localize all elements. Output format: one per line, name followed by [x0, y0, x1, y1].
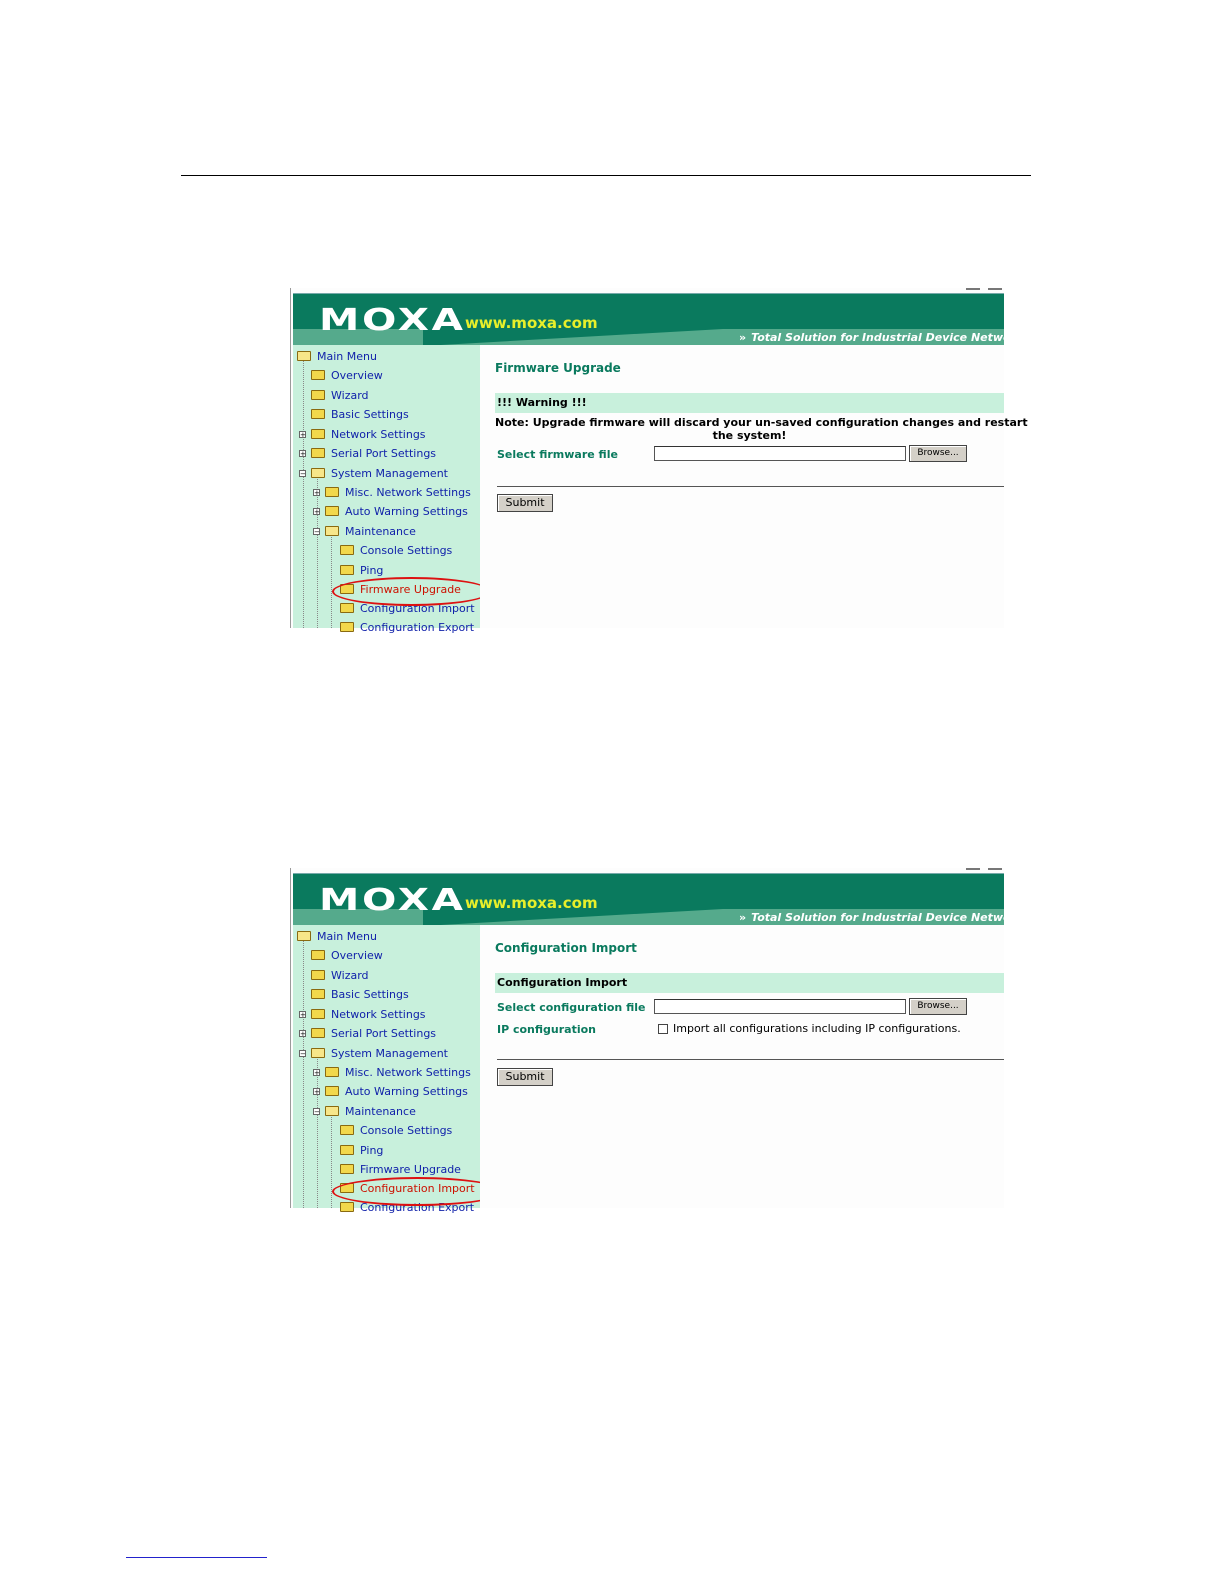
folder-open-icon — [325, 1106, 339, 1116]
folder-icon — [340, 545, 354, 555]
form-divider — [497, 1059, 1004, 1060]
moxa-logo: MOXA — [319, 303, 466, 338]
sidebar-item-firmware-upgrade[interactable]: Firmware Upgrade — [340, 1161, 461, 1179]
folder-icon — [311, 1028, 325, 1038]
moxa-banner — [293, 293, 1043, 346]
sidebar-item-misc-network-settings[interactable]: + Misc. Network Settings — [314, 486, 471, 499]
folder-icon — [311, 970, 325, 980]
folder-open-icon — [297, 931, 311, 941]
folder-icon — [340, 603, 354, 613]
folder-icon — [325, 1067, 339, 1077]
sidebar-item-ping[interactable]: Ping — [340, 562, 383, 580]
ip-configuration-label: IP configuration — [497, 1023, 597, 1036]
import-ip-checkbox[interactable] — [658, 1024, 668, 1034]
sidebar-item-wizard[interactable]: Wizard — [311, 387, 369, 405]
footer-link-underline — [126, 1557, 267, 1558]
sidebar-item-configuration-export[interactable]: Configuration Export — [340, 619, 474, 637]
sidebar-item-main-menu[interactable]: Main Menu — [297, 928, 377, 946]
sidebar-item-main-menu[interactable]: Main Menu — [297, 348, 377, 366]
sidebar-item-basic-settings[interactable]: Basic Settings — [311, 406, 409, 424]
sidebar-item-configuration-import[interactable]: Configuration Import — [340, 1180, 475, 1198]
folder-icon — [340, 1164, 354, 1174]
folder-icon — [311, 390, 325, 400]
window-controls — [964, 868, 1004, 871]
folder-icon — [340, 1202, 354, 1212]
sidebar-item-system-management[interactable]: − System Management — [300, 1047, 448, 1060]
expand-icon[interactable]: + — [300, 1011, 306, 1019]
sidebar-item-configuration-export[interactable]: Configuration Export — [340, 1199, 474, 1217]
sidebar-item-overview[interactable]: Overview — [311, 367, 383, 385]
collapse-icon[interactable]: − — [300, 1050, 306, 1058]
sidebar-item-auto-warning-settings[interactable]: + Auto Warning Settings — [314, 1085, 468, 1098]
submit-button[interactable]: Submit — [497, 494, 553, 512]
folder-open-icon — [325, 526, 339, 536]
folder-open-icon — [311, 468, 325, 478]
section-title: Configuration Import — [497, 976, 628, 989]
main-content — [480, 925, 1004, 1208]
expand-icon[interactable]: + — [300, 1030, 306, 1038]
folder-open-icon — [311, 1048, 325, 1058]
moxa-banner — [293, 873, 1043, 926]
folder-open-icon — [297, 351, 311, 361]
folder-icon — [311, 950, 325, 960]
moxa-logo: MOXA — [319, 883, 466, 918]
firmware-upgrade-screenshot — [290, 288, 1043, 634]
site-url: www.moxa.com — [465, 314, 598, 332]
sidebar-item-serial-port-settings[interactable]: + Serial Port Settings — [300, 1027, 437, 1040]
chevron-right-icon: » — [739, 911, 747, 924]
sidebar-item-auto-warning-settings[interactable]: + Auto Warning Settings — [314, 505, 468, 518]
tagline: » Total Solution for Industrial Device Networking — [739, 911, 1043, 924]
sidebar-item-wizard[interactable]: Wizard — [311, 967, 369, 985]
firmware-file-input[interactable] — [654, 446, 906, 461]
warning-note: Note: Upgrade firmware will discard your un-saved configuration changes and restart the system! — [495, 416, 1028, 442]
collapse-icon[interactable]: − — [314, 1108, 320, 1116]
firmware-file-label: Select firmware file — [497, 448, 618, 461]
sidebar-item-system-management[interactable]: − System Management — [300, 467, 448, 480]
warning-bar — [495, 393, 1004, 413]
sidebar-item-maintenance[interactable]: − Maintenance — [314, 525, 416, 538]
sidebar-item-basic-settings[interactable]: Basic Settings — [311, 986, 409, 1004]
highlight-ellipse — [332, 1177, 503, 1206]
browse-button[interactable]: Browse... — [909, 998, 967, 1015]
sidebar-item-overview[interactable]: Overview — [311, 947, 383, 965]
expand-icon[interactable]: + — [314, 489, 320, 497]
import-ip-checkbox-label[interactable]: Import all configurations including IP configurations. — [673, 1022, 961, 1035]
page-title: Firmware Upgrade — [495, 361, 621, 375]
collapse-icon[interactable]: − — [300, 470, 306, 478]
sidebar-menu — [293, 925, 480, 1214]
configuration-file-input[interactable] — [654, 999, 906, 1014]
sidebar-item-ping[interactable]: Ping — [340, 1142, 383, 1160]
form-divider — [497, 486, 1004, 487]
expand-icon[interactable]: + — [314, 1088, 320, 1096]
sidebar-item-serial-port-settings[interactable]: + Serial Port Settings — [300, 447, 437, 460]
folder-icon — [325, 506, 339, 516]
submit-button[interactable]: Submit — [497, 1068, 553, 1086]
sidebar-item-firmware-upgrade[interactable]: Firmware Upgrade — [340, 581, 461, 599]
tagline: » Total Solution for Industrial Device Networking — [739, 331, 1043, 344]
sidebar-item-console-settings[interactable]: Console Settings — [340, 542, 452, 560]
folder-icon — [325, 487, 339, 497]
page-title: Configuration Import — [495, 941, 637, 955]
sidebar-item-network-settings[interactable]: + Network Settings — [300, 428, 426, 441]
folder-icon — [340, 622, 354, 632]
folder-icon — [311, 429, 325, 439]
folder-icon — [325, 1086, 339, 1096]
browse-button[interactable]: Browse... — [909, 445, 967, 462]
sidebar-item-configuration-import[interactable]: Configuration Import — [340, 600, 475, 618]
collapse-icon[interactable]: − — [314, 528, 320, 536]
section-bar — [495, 973, 1004, 993]
expand-icon[interactable]: + — [314, 508, 320, 516]
sidebar-item-maintenance[interactable]: − Maintenance — [314, 1105, 416, 1118]
sidebar-item-console-settings[interactable]: Console Settings — [340, 1122, 452, 1140]
chevron-right-icon: » — [739, 331, 747, 344]
window-controls — [964, 288, 1004, 291]
folder-icon — [340, 1145, 354, 1155]
highlight-ellipse — [332, 577, 491, 606]
site-url: www.moxa.com — [465, 894, 598, 912]
sidebar-item-network-settings[interactable]: + Network Settings — [300, 1008, 426, 1021]
folder-icon — [311, 989, 325, 999]
folder-icon — [311, 370, 325, 380]
folder-icon — [311, 448, 325, 458]
expand-icon[interactable]: + — [300, 450, 306, 458]
warning-title: !!! Warning !!! — [497, 396, 587, 409]
folder-icon — [311, 409, 325, 419]
expand-icon[interactable]: + — [300, 431, 306, 439]
expand-icon[interactable]: + — [314, 1069, 320, 1077]
folder-icon — [311, 1009, 325, 1019]
configuration-file-label: Select configuration file — [497, 1001, 646, 1014]
page-top-rule — [181, 175, 1031, 176]
folder-icon — [340, 1125, 354, 1135]
main-content — [480, 345, 1028, 628]
folder-icon — [340, 565, 354, 575]
configuration-import-screenshot — [290, 868, 1043, 1214]
sidebar-item-misc-network-settings[interactable]: + Misc. Network Settings — [314, 1066, 471, 1079]
